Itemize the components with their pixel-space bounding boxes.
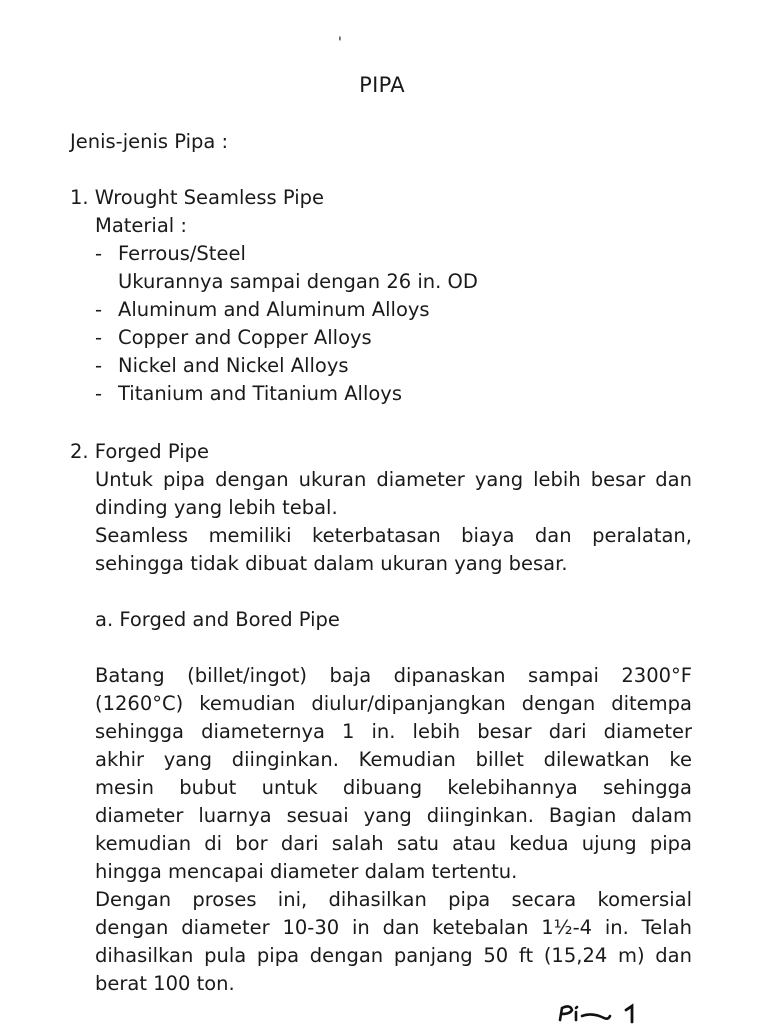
paragraph-line: kemudian di bor dari salah satu atau kedua ujung pipa xyxy=(95,832,692,855)
section-2-heading: 2. Forged Pipe xyxy=(70,440,210,463)
list-item: Titanium and Titanium Alloys xyxy=(118,382,402,405)
paragraph-line: Seamless memiliki keterbatasan biaya dan peralatan, xyxy=(95,524,692,547)
paragraph-line: dengan diameter 10-30 in dan ketebalan 1½-4 in. Telah xyxy=(95,916,692,939)
list-bullet: - xyxy=(95,298,103,321)
section-1-heading: 1. Wrought Seamless Pipe xyxy=(70,186,325,209)
intro-heading: Jenis-jenis Pipa : xyxy=(70,130,229,153)
material-label: Material : xyxy=(95,214,187,237)
list-bullet: - xyxy=(95,382,103,405)
list-bullet: - xyxy=(95,354,103,377)
list-item: Nickel and Nickel Alloys xyxy=(118,354,349,377)
paragraph-line: akhir yang diinginkan. Kemudian billet dilewatkan ke xyxy=(95,748,692,771)
paragraph-line: hingga mencapai diameter dalam tertentu. xyxy=(95,860,518,883)
paragraph-line: Batang (billet/ingot) baja dipanaskan sampai 2300°F xyxy=(95,664,692,687)
subsection-heading: a. Forged and Bored Pipe xyxy=(95,608,340,631)
paragraph-line: berat 100 ton. xyxy=(95,972,235,995)
list-item: Copper and Copper Alloys xyxy=(118,326,372,349)
list-item: Aluminum and Aluminum Alloys xyxy=(118,298,430,321)
paragraph-line: Dengan proses ini, dihasilkan pipa secara komersial xyxy=(95,888,692,911)
paragraph-line: dihasilkan pula pipa dengan panjang 50 ft (15,24 m) dan xyxy=(95,944,692,967)
stray-mark: ' xyxy=(338,35,342,51)
paragraph-line: Untuk pipa dengan ukuran diameter yang lebih besar dan xyxy=(95,468,692,491)
list-item: Ferrous/Steel xyxy=(118,242,246,265)
paragraph-line: dinding yang lebih tebal. xyxy=(95,496,338,519)
paragraph-line: (1260°C) kemudian diulur/dipanjangkan dengan ditempa xyxy=(95,692,692,715)
handwritten-page-mark xyxy=(552,1002,652,1024)
list-item-note: Ukurannya sampai dengan 26 in. OD xyxy=(118,270,478,293)
list-bullet: - xyxy=(95,242,103,265)
page-title: PIPA xyxy=(359,73,405,97)
paragraph-line: sehingga tidak dibuat dalam ukuran yang besar. xyxy=(95,552,568,575)
list-bullet: - xyxy=(95,326,103,349)
paragraph-line: sehingga diameternya 1 in. lebih besar dari diameter xyxy=(95,720,692,743)
paragraph-line: diameter luarnya sesuai yang diinginkan. Bagian dalam xyxy=(95,804,692,827)
paragraph-line: mesin bubut untuk dibuang kelebihannya sehingga xyxy=(95,776,692,799)
